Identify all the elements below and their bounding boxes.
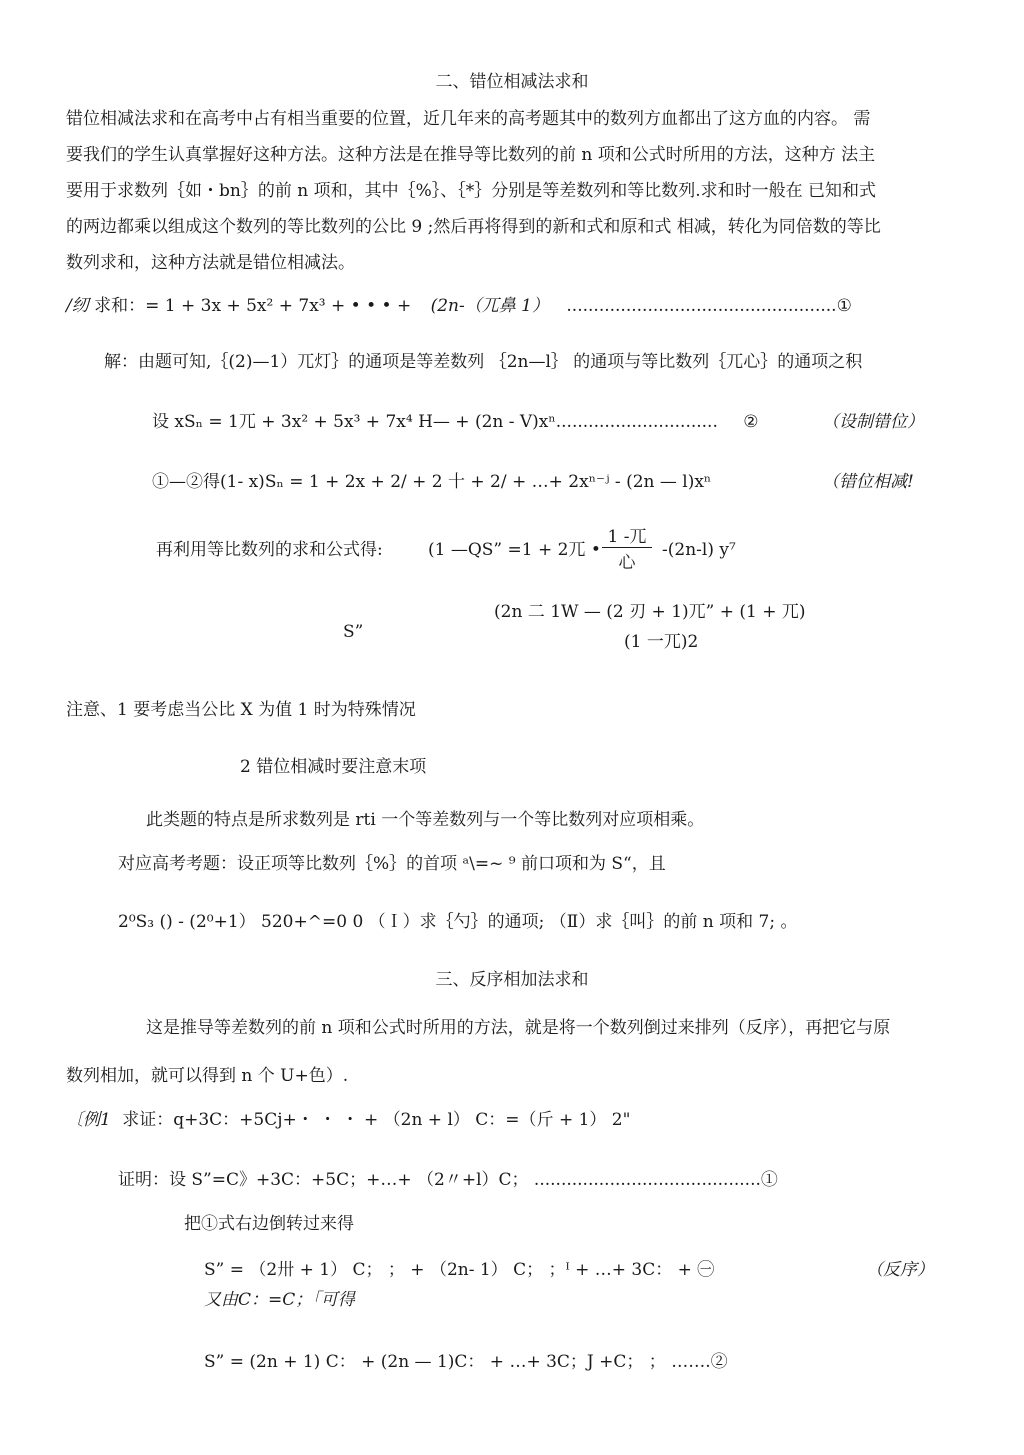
example-2-text: 求证：q+3C：+5Cj+・ ・ ・ + （2n + l） C：=（斤 + 1） 2" — [122, 1110, 631, 1130]
equation-3-note: （错位相减! — [822, 472, 914, 492]
equation-6-note: （反序） — [866, 1260, 934, 1280]
equation-4-lead: 再利用等比数列的求和公式得: — [156, 540, 383, 560]
equation-6: S” = （2卅 + 1） C； ； + （2n- 1） C； ；ᴵ + …+ 3C： + ㊀ — [204, 1260, 715, 1280]
paragraph-line: 这是推导等差数列的前 n 项和公式时所用的方法，就是将一个数列倒过来排列（反序），再把它与原 — [146, 1018, 891, 1038]
example-label: /纫 — [66, 296, 89, 316]
paragraph-line: 数列求和，这种方法就是错位相减法。 — [66, 253, 355, 273]
equation-5-lhs: S” — [343, 622, 364, 642]
note-2: 2 错位相减时要注意末项 — [240, 757, 427, 777]
equation-4-tail: -(2n-l) y⁷ — [662, 540, 736, 560]
feature-line: 此类题的特点是所求数列是 rti 一个等差数列与一个等比数列对应项相乘。 — [146, 810, 705, 830]
proof-line: 证明：设 S”=C》+3C：+5C；+…+ （2〃+l）C； ..........................................① — [118, 1170, 778, 1190]
exam-line-2: 2⁰S₃ () - (2⁰+1） 520+^=0 0 （Ｉ）求｛勺｝的通项; （Ⅱ）求｛叫｝的前 n 项和 7; 。 — [118, 912, 798, 932]
equation-5-denominator: (1 一兀)2 — [624, 632, 699, 652]
equation-8: S” = (2n + 1) C： + (2n — 1)C： + …+ 3C；J +C； ； …….② — [204, 1352, 728, 1372]
paragraph-line: 要我们的学生认真掌握好这种方法。这种方法是在推导等比数列的前 n 项和公式时所用的方法，这种方 法主 — [66, 145, 876, 165]
equation-2-marker: ② — [743, 412, 759, 432]
equation-4-denominator: 心 — [618, 553, 636, 573]
reverse-line: 把①式右边倒转过来得 — [184, 1214, 354, 1234]
equation-2 — [152, 410, 759, 434]
equation-4-numerator: 1 -兀 — [602, 522, 652, 548]
example-dots: ..................................................① — [566, 296, 852, 316]
equation-2-text: 设 xSₙ = 1兀 + 3x² + 5x³ + 7x⁴ H— + (2n - V)xⁿ.............................. — [152, 412, 718, 432]
example-tail: (2n-（兀鼻 1） — [430, 296, 549, 316]
note-1: 注意、1 要考虑当公比 X 为值 1 时为特殊情况 — [66, 700, 416, 720]
equation-2-note: （设制错位） — [822, 412, 924, 432]
example-text: 求和：= 1 + 3x + 5x² + 7x³ + • • • + — [94, 296, 412, 316]
equation-4-formula: (1 —QS” =1 + 2兀 • — [428, 540, 601, 560]
paragraph-line: 数列相加，就可以得到 n 个 U+色）. — [66, 1066, 349, 1086]
exam-line-1: 对应高考考题：设正项等比数列｛%｝的首项 ᵃ\=~ ⁹ 前口项和为 S“，且 — [118, 854, 666, 874]
example-2-label: 〔例1 — [66, 1110, 111, 1130]
solution-line: 解：由题可知,｛(2)—1）兀灯｝的通项是等差数列 ｛2n—l｝ 的通项与等比数列｛兀心｝的通项之积 — [104, 352, 863, 372]
paragraph-line: 错位相减法求和在高考中占有相当重要的位置，近几年来的高考题其中的数列方血都出了这方血的内容。 需 — [66, 109, 871, 129]
example-line — [66, 294, 852, 318]
paragraph-line: 的两边都乘以组成这个数列的等比数列的公比 9 ;然后再将得到的新和式和原和式 相减，转化为同倍数的等比 — [66, 217, 881, 237]
example-2-line — [66, 1108, 630, 1132]
equation-4-fraction — [602, 522, 652, 573]
equation-5-numerator: (2n 二 1W — (2 刃 + 1)兀” + (1 + 兀) — [494, 602, 806, 622]
section-heading-3: 三、反序相加法求和 — [435, 970, 589, 990]
equation-7: 又由C：=C；「可得 — [204, 1290, 355, 1310]
section-heading-2: 二、错位相减法求和 — [435, 72, 589, 92]
paragraph-line: 要用于求数列｛如・bn｝的前 n 项和，其中｛%｝、｛*｝分别是等差数列和等比数列.求和时一般在 已知和式 — [66, 181, 877, 201]
equation-3: ①—②得(1- x)Sₙ = 1 + 2x + 2/ + 2 十 + 2/ + …+ 2xⁿ⁻ʲ - (2n — l)xⁿ — [152, 472, 712, 492]
